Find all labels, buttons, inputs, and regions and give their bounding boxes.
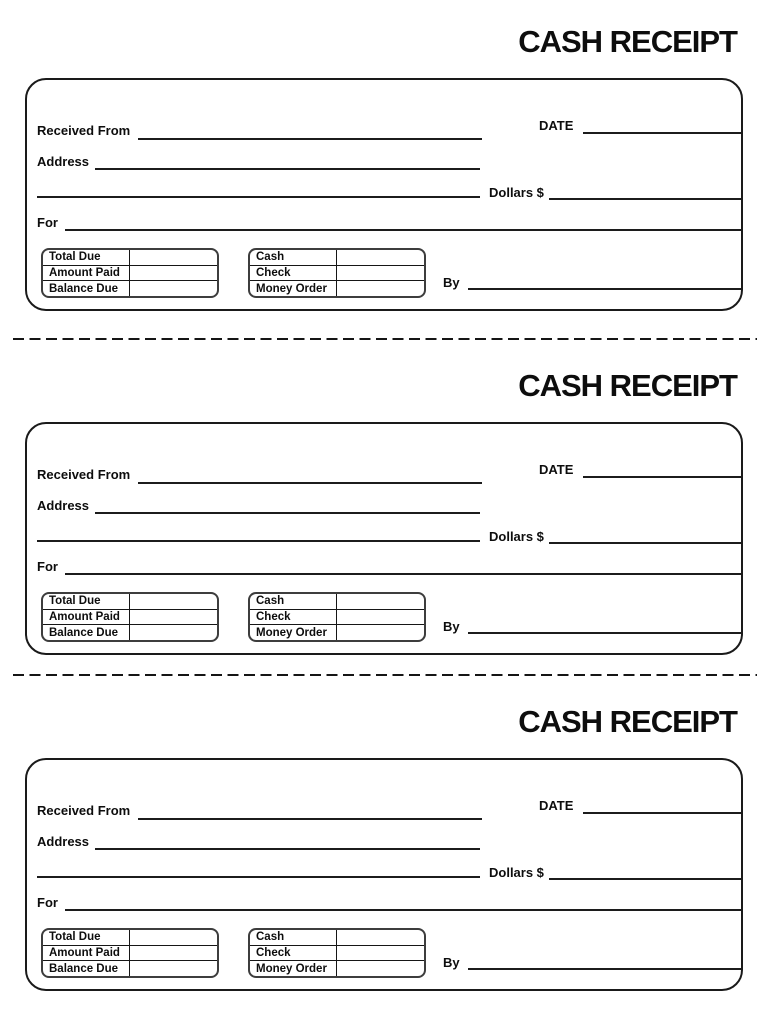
row-value-cell[interactable] [130, 281, 217, 296]
for-line[interactable] [65, 229, 741, 231]
by-label: By [443, 275, 460, 290]
table-row [43, 265, 217, 281]
receipt-box [25, 758, 743, 991]
payment-method-table [248, 248, 426, 298]
table-row [43, 624, 217, 640]
table-row [250, 250, 424, 265]
amount-summary-table [41, 248, 219, 298]
table-row [250, 960, 424, 976]
row-label: Cash [250, 594, 337, 609]
dollars-line[interactable] [549, 542, 741, 544]
table-row [250, 945, 424, 961]
received-from-line[interactable] [138, 482, 482, 484]
cut-line-separator [13, 338, 757, 340]
receipt [0, 704, 770, 996]
address-line-2[interactable] [37, 540, 480, 542]
cut-line-separator [13, 674, 757, 676]
for-label: For [37, 215, 58, 230]
row-value-cell[interactable] [130, 625, 217, 640]
for-label: For [37, 895, 58, 910]
row-value-cell[interactable] [130, 250, 217, 265]
row-label: Total Due [43, 594, 130, 609]
date-label: DATE [539, 462, 574, 477]
dollars-label: Dollars $ [489, 865, 544, 880]
table-row [43, 280, 217, 296]
address-label: Address [37, 154, 90, 169]
amount-summary-table [41, 592, 219, 642]
by-line[interactable] [468, 288, 741, 290]
received-from-line[interactable] [138, 138, 482, 140]
row-label: Total Due [43, 250, 130, 265]
for-line[interactable] [65, 909, 741, 911]
row-value-cell[interactable] [337, 961, 424, 976]
by-line[interactable] [468, 968, 741, 970]
address-line-2[interactable] [37, 196, 480, 198]
row-label: Money Order [250, 961, 337, 976]
receipt [0, 368, 770, 660]
by-label: By [443, 955, 460, 970]
table-row [250, 624, 424, 640]
table-row [250, 280, 424, 296]
date-line[interactable] [583, 476, 741, 478]
row-value-cell[interactable] [130, 930, 217, 945]
row-value-cell[interactable] [337, 930, 424, 945]
row-value-cell[interactable] [337, 250, 424, 265]
row-label: Check [250, 610, 337, 625]
receipt-title: CASH RECEIPT [518, 368, 737, 403]
row-value-cell[interactable] [130, 961, 217, 976]
table-row [250, 594, 424, 609]
row-value-cell[interactable] [130, 594, 217, 609]
payment-method-table [248, 592, 426, 642]
dollars-line[interactable] [549, 878, 741, 880]
row-label: Balance Due [43, 625, 130, 640]
received-from-line[interactable] [138, 818, 482, 820]
by-line[interactable] [468, 632, 741, 634]
row-label: Balance Due [43, 961, 130, 976]
amount-summary-table [41, 928, 219, 978]
row-label: Amount Paid [43, 610, 130, 625]
row-value-cell[interactable] [337, 625, 424, 640]
row-label: Money Order [250, 625, 337, 640]
row-label: Money Order [250, 281, 337, 296]
date-line[interactable] [583, 132, 741, 134]
row-value-cell[interactable] [337, 281, 424, 296]
table-row [43, 945, 217, 961]
address-line[interactable] [95, 512, 480, 514]
table-row [43, 609, 217, 625]
row-label: Cash [250, 930, 337, 945]
receipt-title: CASH RECEIPT [518, 24, 737, 59]
date-line[interactable] [583, 812, 741, 814]
receipt-title: CASH RECEIPT [518, 704, 737, 739]
receipt [0, 24, 770, 316]
received-from-label: Received From [37, 123, 131, 138]
row-value-cell[interactable] [337, 266, 424, 281]
dollars-label: Dollars $ [489, 185, 544, 200]
date-label: DATE [539, 798, 574, 813]
for-label: For [37, 559, 58, 574]
date-label: DATE [539, 118, 574, 133]
received-from-label: Received From [37, 803, 131, 818]
address-line-2[interactable] [37, 876, 480, 878]
row-label: Cash [250, 250, 337, 265]
row-label: Total Due [43, 930, 130, 945]
table-row [250, 609, 424, 625]
table-row [43, 960, 217, 976]
row-value-cell[interactable] [130, 610, 217, 625]
row-value-cell[interactable] [337, 610, 424, 625]
received-from-label: Received From [37, 467, 131, 482]
receipt-box [25, 422, 743, 655]
address-line[interactable] [95, 168, 480, 170]
dollars-line[interactable] [549, 198, 741, 200]
payment-method-table [248, 928, 426, 978]
address-line[interactable] [95, 848, 480, 850]
for-line[interactable] [65, 573, 741, 575]
row-value-cell[interactable] [130, 266, 217, 281]
table-row [43, 930, 217, 945]
address-label: Address [37, 498, 90, 513]
table-row [43, 594, 217, 609]
table-row [250, 265, 424, 281]
row-label: Amount Paid [43, 946, 130, 961]
table-row [43, 250, 217, 265]
row-label: Balance Due [43, 281, 130, 296]
row-value-cell[interactable] [130, 946, 217, 961]
row-value-cell[interactable] [337, 946, 424, 961]
row-label: Check [250, 946, 337, 961]
receipt-box [25, 78, 743, 311]
address-label: Address [37, 834, 90, 849]
row-label: Amount Paid [43, 266, 130, 281]
dollars-label: Dollars $ [489, 529, 544, 544]
row-label: Check [250, 266, 337, 281]
by-label: By [443, 619, 460, 634]
table-row [250, 930, 424, 945]
row-value-cell[interactable] [337, 594, 424, 609]
